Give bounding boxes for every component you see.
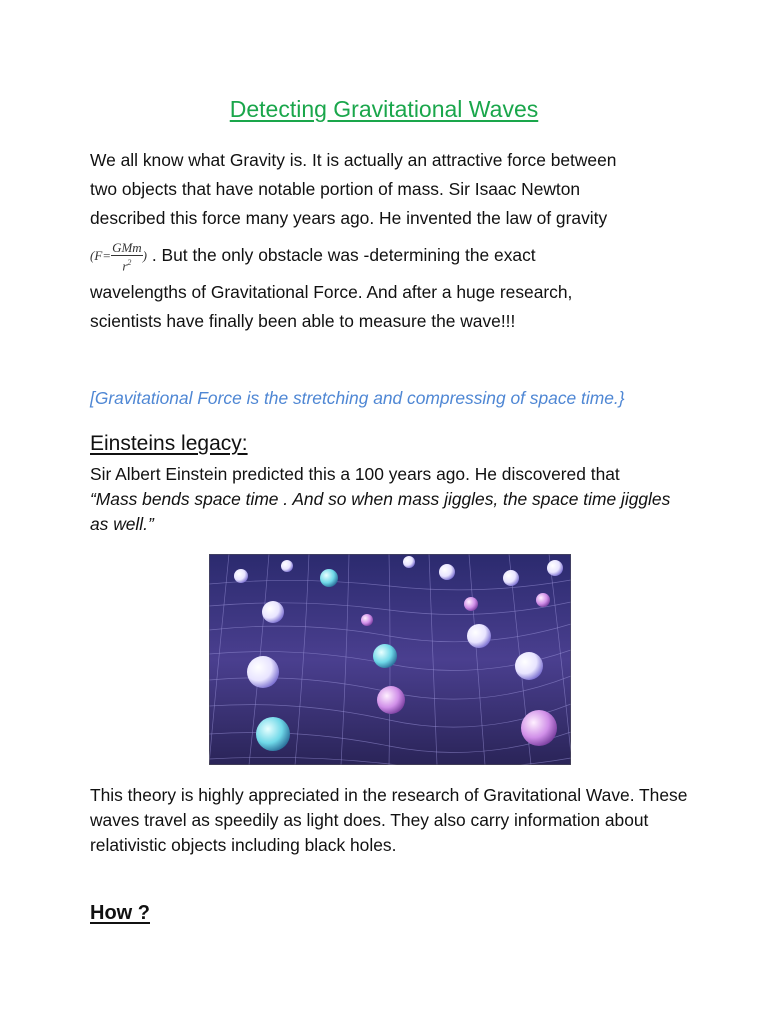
intro-paragraph	[90, 146, 680, 336]
intro-line-5: wavelengths of Gravitational Force. And after a huge research,	[90, 282, 573, 303]
section-heading-how: How ?	[90, 902, 150, 924]
spacetime-grid-image	[209, 554, 571, 765]
einstein-text: Sir Albert Einstein predicted this a 100 years ago. He discovered that	[90, 464, 620, 484]
formula-line	[90, 233, 680, 278]
intro-line-2: two objects that have notable portion of mass. Sir Isaac Newton	[90, 179, 581, 199]
intro-line-3: described this force many years ago. He invented the law of gravity	[90, 208, 608, 228]
formula-numerator: GMm	[112, 240, 142, 256]
formula-denominator-base: r	[122, 258, 128, 274]
formula-denominator	[111, 256, 143, 273]
spacetime-illustration	[209, 554, 571, 765]
formula-lhs: F=	[94, 248, 112, 264]
document-title: Detecting Gravitational Waves	[229, 96, 539, 122]
einstein-paragraph	[90, 462, 680, 537]
intro-line-6: scientists have finally been able to measure the wave!!!	[90, 311, 516, 332]
einstein-quote: “Mass bends space time . And so when mass jiggles, the space time jiggles as well.”	[90, 489, 671, 534]
section-heading-einstein: Einsteins legacy:	[90, 432, 248, 455]
intro-after-formula: . But the only obstacle was -determining the exact	[151, 245, 536, 265]
theory-paragraph: This theory is highly appreciated in the research of Gravitational Wave. These waves travel as speedily as light does. They also carry information about relativistic objects including black holes.	[90, 785, 688, 855]
blue-note: [Gravitational Force is the stretching and compressing of space time.}	[90, 388, 625, 408]
formula-exponent: 2	[127, 258, 132, 268]
formula-fraction	[111, 241, 143, 273]
intro-line-1: We all know what Gravity is. It is actually an attractive force between	[90, 150, 617, 170]
gravity-formula: (F= $\frac{\text{GMm}}{r^2}$ )	[90, 240, 148, 274]
